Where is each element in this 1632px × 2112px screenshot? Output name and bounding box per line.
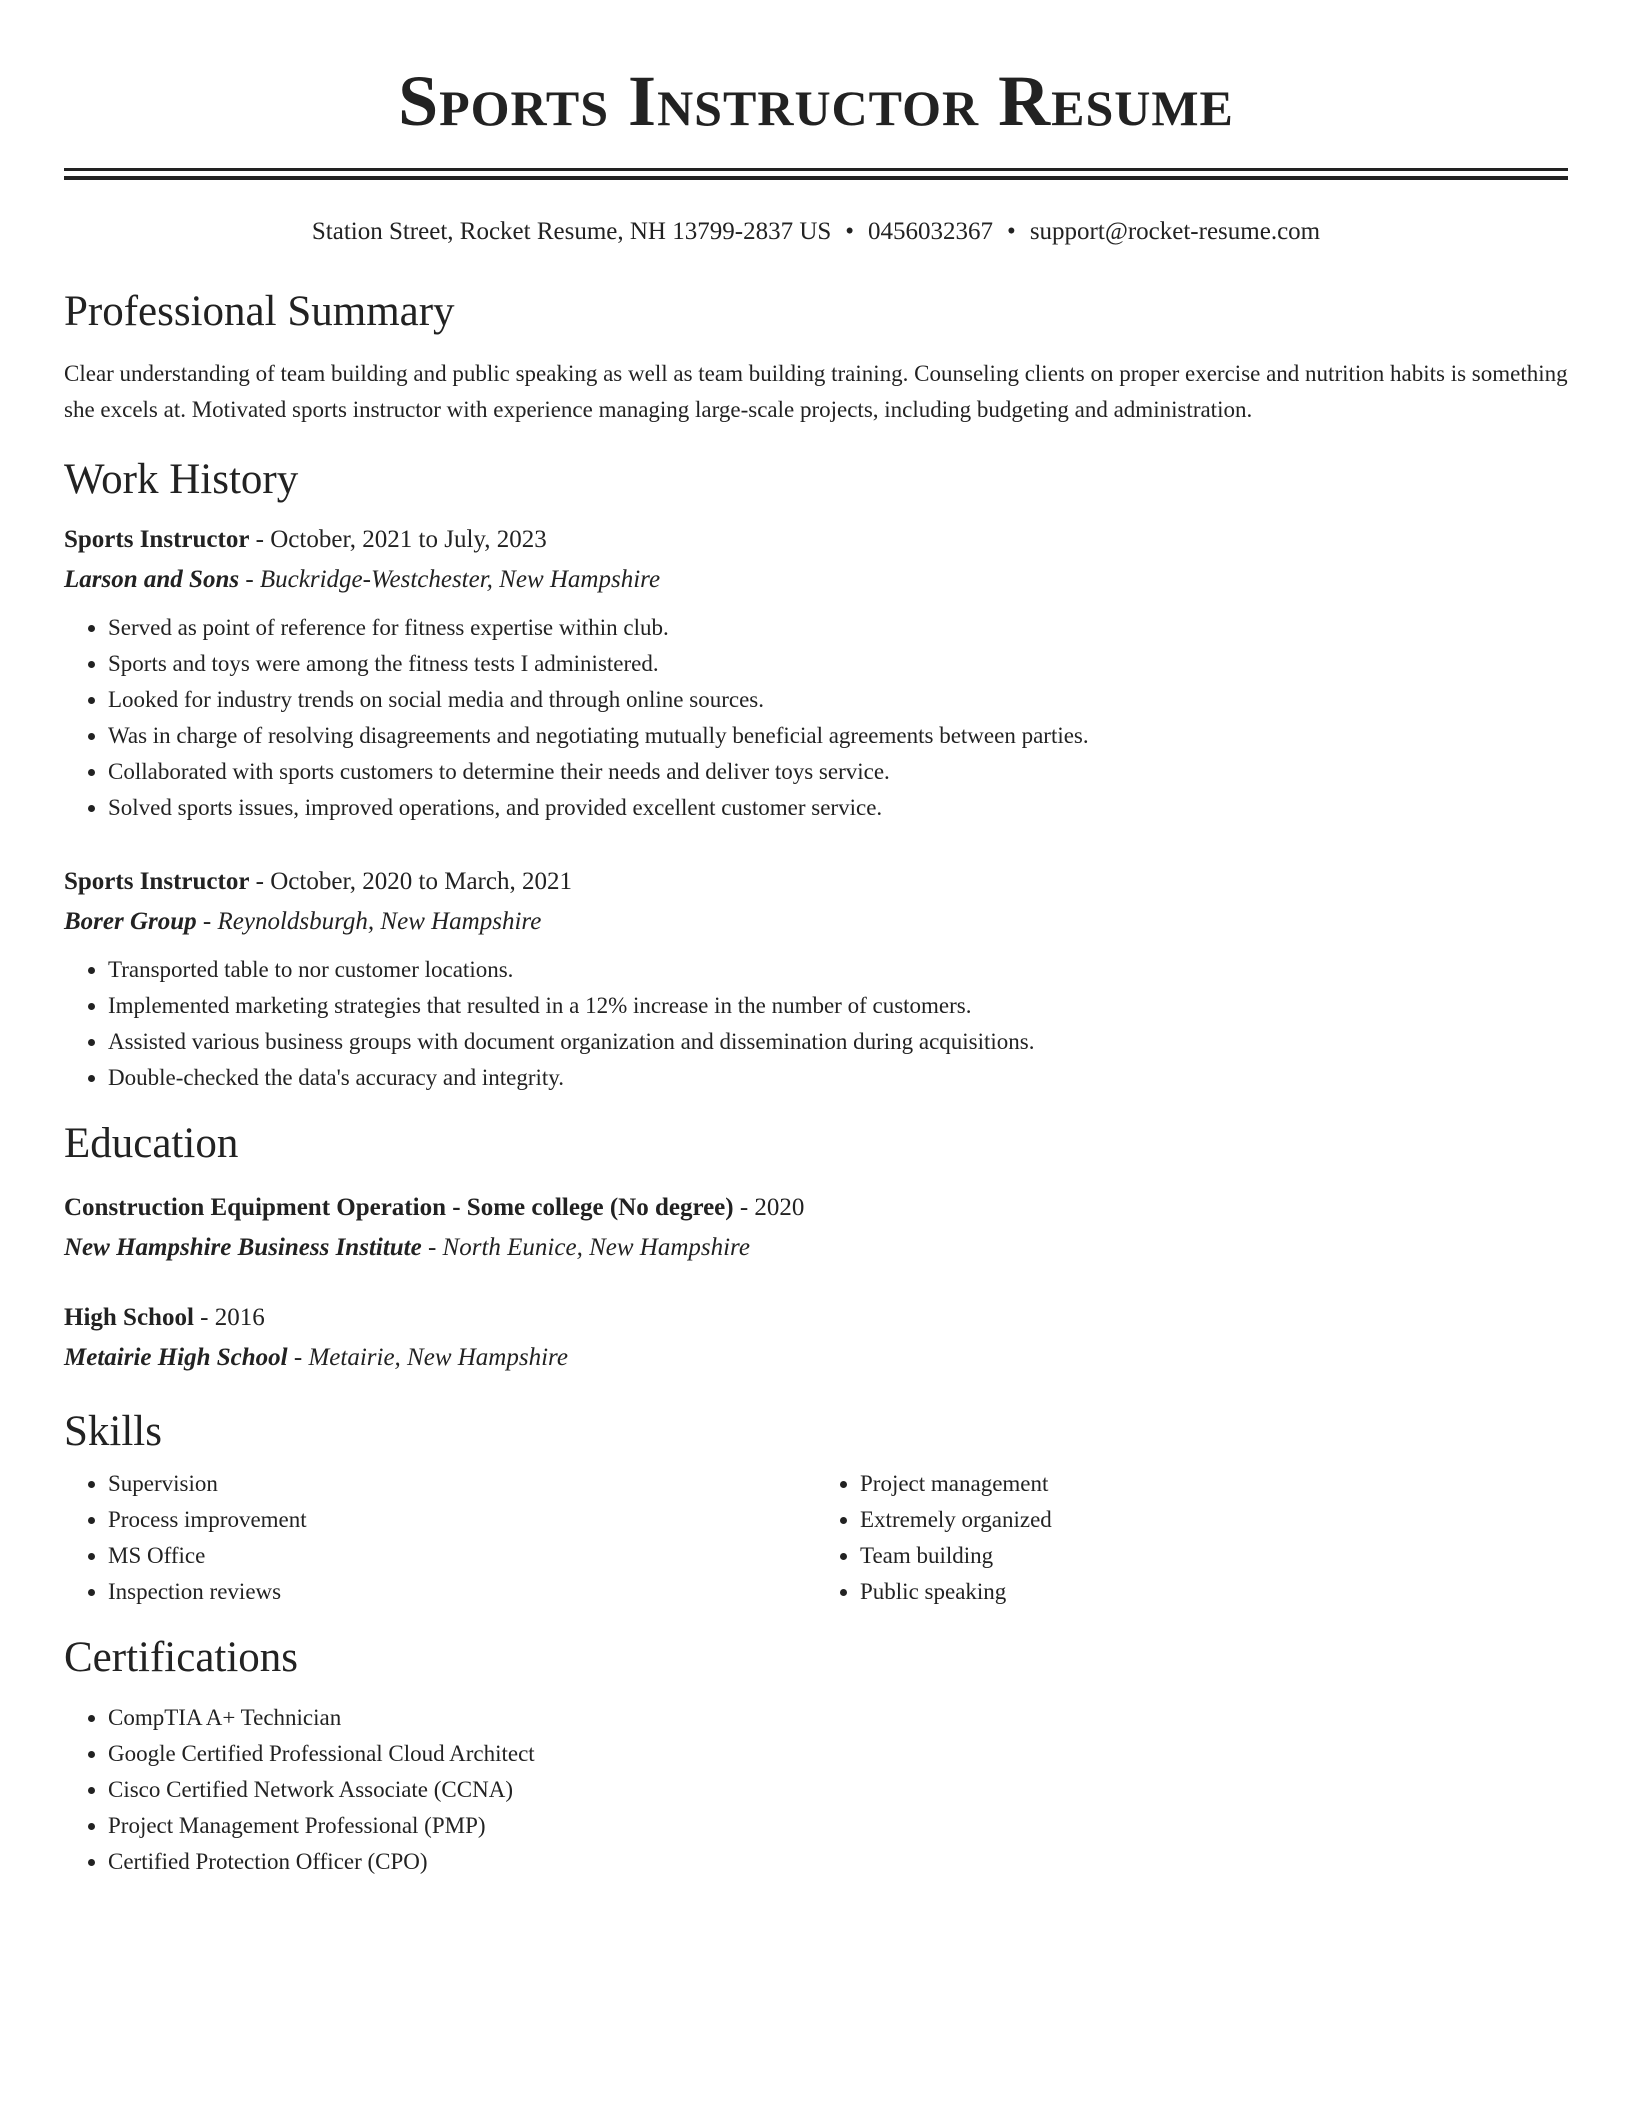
job-bullet: • Assisted various business groups with document organization and dissemination during acquisitions. bbox=[108, 1024, 1568, 1060]
resume-page bbox=[64, 0, 1568, 1880]
contact-separator: • bbox=[845, 218, 855, 245]
job-dates: - October, 2020 to March, 2021 bbox=[249, 868, 572, 895]
job-title-line bbox=[64, 520, 1568, 560]
education-degree: High School bbox=[64, 1304, 194, 1331]
job-title: Sports Instructor bbox=[64, 526, 250, 553]
education-heading: Education bbox=[64, 1120, 239, 1167]
job-bullet: • Looked for industry trends on social media and through online sources. bbox=[108, 682, 1568, 718]
job-entry bbox=[64, 862, 1568, 1096]
certification-item: • Cisco Certified Network Associate (CCNA) bbox=[108, 1772, 1568, 1808]
job-bullets bbox=[64, 610, 1568, 826]
job-bullet: • Was in charge of resolving disagreements and negotiating mutually beneficial agreements between parties. bbox=[108, 718, 1568, 754]
education-entry bbox=[64, 1298, 1568, 1378]
skill-item: • Project management bbox=[860, 1466, 1568, 1502]
education-degree-line bbox=[64, 1298, 1568, 1338]
skill-item: • Team building bbox=[860, 1538, 1568, 1574]
contact-address: Station Street, Rocket Resume, NH 13799-2837 US bbox=[311, 218, 832, 245]
education-school-line bbox=[64, 1228, 1568, 1268]
job-entry bbox=[64, 520, 1568, 826]
education-location: - North Eunice, New Hampshire bbox=[421, 1234, 750, 1261]
job-company-line bbox=[64, 560, 1568, 600]
header-divider-top bbox=[64, 168, 1568, 171]
certifications-list bbox=[64, 1700, 1568, 1880]
education-entry bbox=[64, 1188, 1568, 1268]
certification-item: • Certified Protection Officer (CPO) bbox=[108, 1844, 1568, 1880]
job-dates: - October, 2021 to July, 2023 bbox=[249, 526, 547, 553]
resume-title: Sports Instructor Resume bbox=[398, 61, 1234, 141]
contact-phone: 0456032367 bbox=[868, 218, 994, 245]
job-location: - Reynoldsburgh, New Hampshire bbox=[196, 908, 542, 935]
job-bullet: • Solved sports issues, improved operations, and provided excellent customer service. bbox=[108, 790, 1568, 826]
skills-list-right bbox=[816, 1466, 1568, 1610]
skill-item: • Inspection reviews bbox=[108, 1574, 816, 1610]
job-title: Sports Instructor bbox=[64, 868, 250, 895]
skill-item: • Supervision bbox=[108, 1466, 816, 1502]
skills-heading: Skills bbox=[64, 1408, 162, 1455]
education-year: - 2020 bbox=[733, 1194, 805, 1221]
header-divider-bottom bbox=[64, 176, 1568, 180]
contact-separator: • bbox=[1007, 218, 1016, 245]
education-location: - Metairie, New Hampshire bbox=[287, 1344, 568, 1371]
education-school-line bbox=[64, 1338, 1568, 1378]
skill-item: • Process improvement bbox=[108, 1502, 816, 1538]
certification-item: • Project Management Professional (PMP) bbox=[108, 1808, 1568, 1844]
job-company: Larson and Sons bbox=[64, 566, 240, 593]
job-bullet: • Served as point of reference for fitness expertise within club. bbox=[108, 610, 1568, 646]
summary-text: Clear understanding of team building and public speaking as well as team building training. Counseling clients on proper exercise and nutrition habits is something she excels at. Motivated sports instructor with experience managing large-scale projects, including budgeting and administration. bbox=[64, 361, 1568, 422]
job-bullets bbox=[64, 952, 1568, 1096]
certification-item: • CompTIA A+ Technician bbox=[108, 1700, 1568, 1736]
job-bullet: • Transported table to nor customer locations. bbox=[108, 952, 1568, 988]
job-title-line bbox=[64, 862, 1568, 902]
education-school: New Hampshire Business Institute bbox=[64, 1234, 422, 1261]
skill-item: • MS Office bbox=[108, 1538, 816, 1574]
certification-item: • Google Certified Professional Cloud Architect bbox=[108, 1736, 1568, 1772]
education-degree-line bbox=[64, 1188, 1568, 1228]
skill-item: • Extremely organized bbox=[860, 1502, 1568, 1538]
job-bullet: • Double-checked the data's accuracy and integrity. bbox=[108, 1060, 1568, 1096]
job-bullet: • Implemented marketing strategies that resulted in a 12% increase in the number of customers. bbox=[108, 988, 1568, 1024]
certifications-heading: Certifications bbox=[64, 1634, 299, 1681]
job-bullet: • Sports and toys were among the fitness tests I administered. bbox=[108, 646, 1568, 682]
job-company-line bbox=[64, 902, 1568, 942]
job-location: - Buckridge-Westchester, New Hampshire bbox=[239, 566, 661, 593]
work-history-heading: Work History bbox=[64, 456, 299, 503]
skill-item: • Public speaking bbox=[860, 1574, 1568, 1610]
skills-columns bbox=[64, 1466, 1568, 1610]
skills-list-left bbox=[64, 1466, 816, 1610]
contact-email: support@rocket-resume.com bbox=[1029, 218, 1321, 245]
job-company: Borer Group bbox=[64, 908, 197, 935]
education-school: Metairie High School bbox=[64, 1344, 288, 1371]
job-bullet: • Collaborated with sports customers to determine their needs and deliver toys service. bbox=[108, 754, 1568, 790]
contact-line bbox=[64, 216, 1568, 248]
summary-heading: Professional Summary bbox=[64, 288, 455, 335]
education-degree: Construction Equipment Operation - Some college (No degree) bbox=[64, 1194, 734, 1221]
education-year: - 2016 bbox=[193, 1304, 265, 1331]
